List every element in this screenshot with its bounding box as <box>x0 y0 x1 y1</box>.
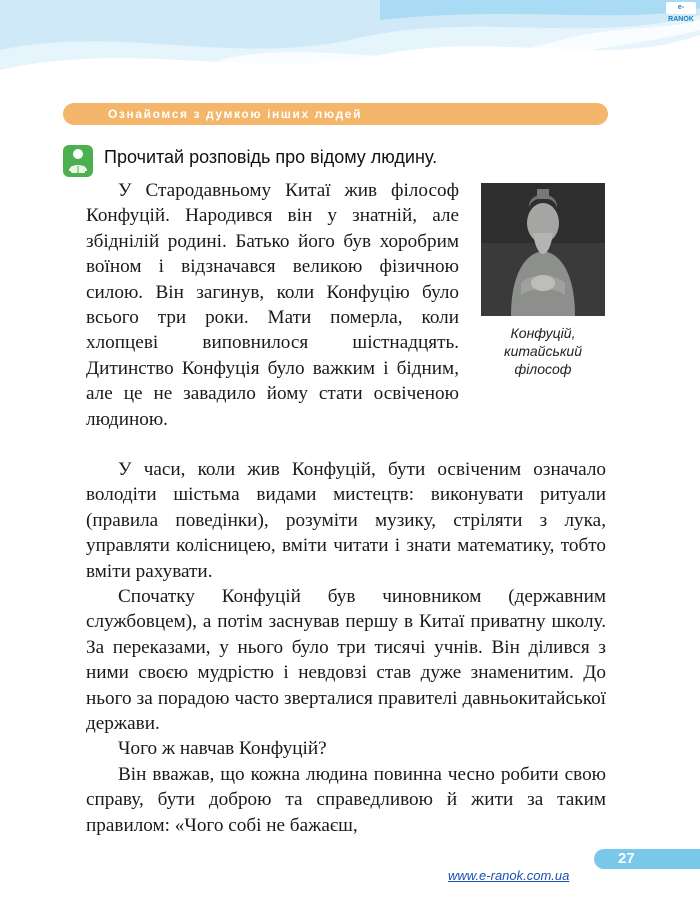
section-banner <box>63 103 608 125</box>
paragraph: Чого ж навчав Конфуцій? <box>118 738 327 760</box>
section-title: Ознайомся з думкою інших людей <box>108 107 363 121</box>
website-link[interactable]: www.e-ranok.com.ua <box>448 868 570 883</box>
page-number: 27 <box>618 850 635 867</box>
page-number-tab <box>594 849 700 869</box>
paragraph: Він вважав, що кожна людина повинна чесно робити свою справу, бути доброю та справедливою й жити за таким правилом: «Чого собі не бажаєш, <box>86 763 606 836</box>
photo-caption <box>481 324 605 378</box>
text-column-beside-photo <box>86 178 459 432</box>
caption-line: філософ <box>514 361 572 377</box>
confucius-statue-photo <box>481 183 605 316</box>
paragraph: У Стародавньому Китаї жив філософ Конфуцій. Народився він у знатній, але збіднілій родині. Батько його був хоробрим воїном і відзначався великою фізичною силою. Він загинув, коли Конфуцію було всього три роки. Мати померла, коли хлопцеві виповнилося шістнадцять. Дитинство Конфуція було важким і бідним, але це не завадило йому стати освіченою людиною. <box>86 180 459 430</box>
paragraph: Спочатку Конфуцій був чиновником (державним службовцем), а потім заснував першу в Китаї приватну школу. За переказами, у нього було три тисячі учнів. Він ділився з ними своєю мудрістю і невдовзі став дуже знаменитим. До нього за порадою часто зверталися правителі давньокитайської держави. <box>86 586 606 735</box>
publisher-logo: e-RANOK <box>666 2 696 14</box>
paragraph: У часи, коли жив Конфуцій, бути освіченим означало володіти шістьма видами мистецтв: виконувати ритуали (правила поведінки), розуміти музику, стріляти з лука, управляти колісницею, вміти читати і знати математику, тобто вміти рахувати. <box>86 459 606 582</box>
task-instruction: Прочитай розповідь про відому людину. <box>104 147 438 167</box>
header-waves <box>0 0 700 95</box>
caption-line: китайський <box>503 343 583 359</box>
student-reading-icon <box>63 145 93 177</box>
caption-line: Конфуцій, <box>510 325 576 341</box>
text-column-full-width <box>86 457 606 838</box>
